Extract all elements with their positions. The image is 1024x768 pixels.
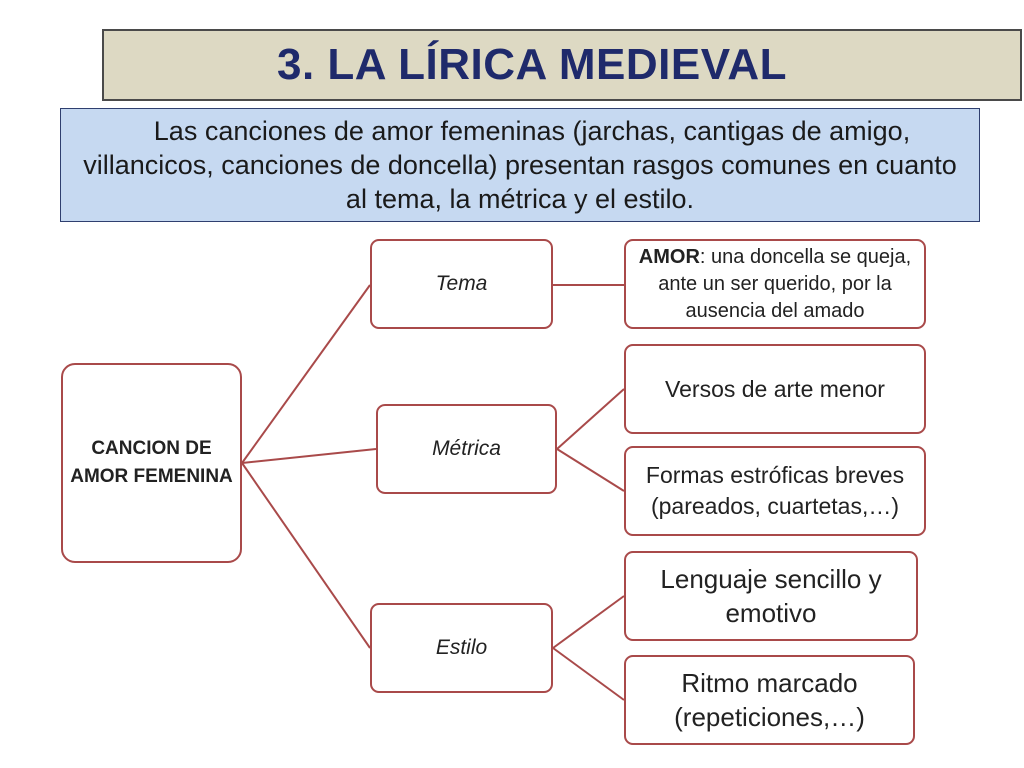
leaf-text-metrica-2: Formas estróficas breves (pareados, cuartetas,…) (645, 462, 905, 519)
connector-estilo-leaf-2 (553, 648, 624, 700)
connector-estilo-leaf-1 (553, 596, 624, 648)
connector-root-estilo (242, 463, 370, 648)
leaf-node-estilo-1 (624, 551, 918, 641)
connector-root-metrica (242, 449, 376, 463)
branch-label-estilo: Estilo (435, 636, 488, 659)
leaf-node-tema-1 (624, 239, 926, 329)
leaf-node-metrica-1 (624, 344, 926, 434)
branch-node-estilo (370, 603, 553, 693)
page-title: 3. LA LÍRICA MEDIEVAL (277, 40, 787, 89)
branch-label-tema: Tema (435, 272, 488, 295)
leaf-text-tema-1 (626, 244, 924, 325)
leaf-text-estilo-2: Ritmo marcado (repeticiones,…) (674, 668, 865, 732)
branch-label-metrica: Métrica (432, 437, 501, 460)
intro-text: Las canciones de amor femeninas (jarchas, cantigas de amigo, villancicos, canciones de doncella) presentan rasgos comunes en cuanto al tema, la métrica y el estilo. (83, 116, 957, 214)
connector-metrica-leaf-2 (557, 449, 624, 491)
connector-root-tema (242, 285, 370, 463)
leaf-node-metrica-2 (624, 446, 926, 536)
leaf-text-estilo-1: Lenguaje sencillo y emotivo (660, 564, 882, 628)
connector-metrica-leaf-1 (557, 389, 624, 449)
leaf-text-metrica-1: Versos de arte menor (665, 375, 885, 402)
branch-node-tema (370, 239, 553, 329)
branch-node-metrica (376, 404, 557, 494)
root-node (61, 363, 242, 563)
leaf-keyword-amor: AMOR (638, 245, 700, 268)
leaf-desc-tema-1: : una doncella se queja, ante un ser querido, por la ausencia del amado (658, 245, 912, 322)
leaf-node-estilo-2 (624, 655, 915, 745)
root-label: CANCION DE AMOR FEMENINA (70, 438, 233, 487)
